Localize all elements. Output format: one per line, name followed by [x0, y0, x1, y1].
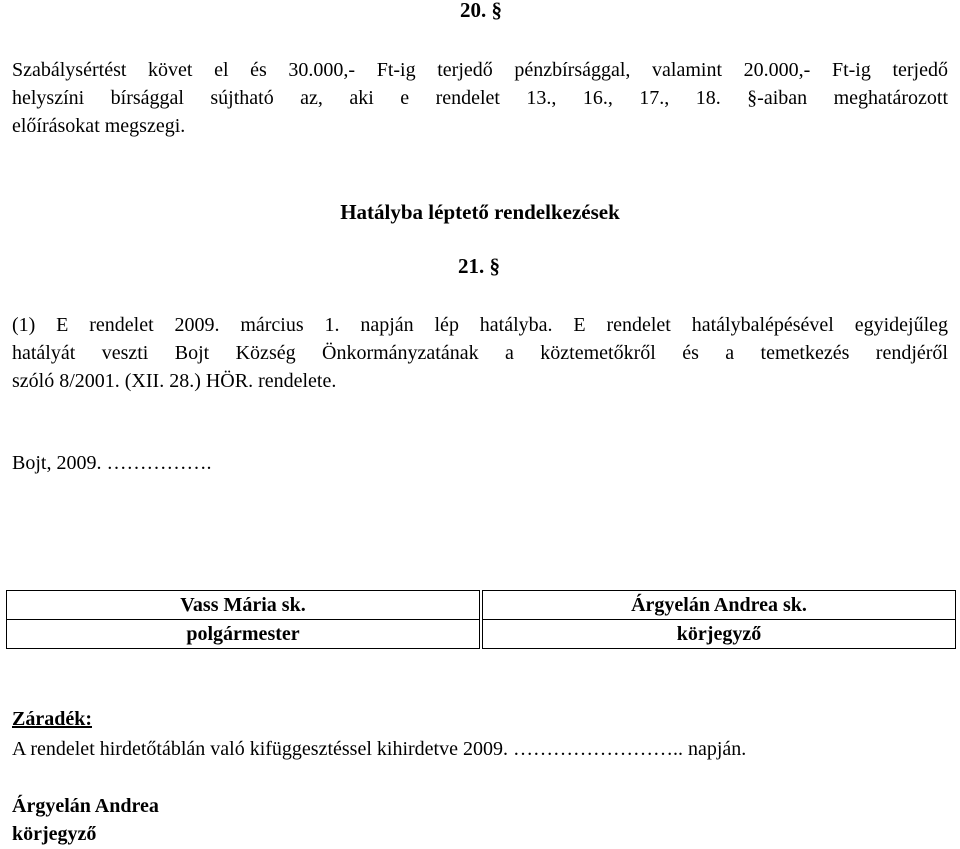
notary-title: körjegyző — [483, 620, 956, 649]
section-heading — [0, 200, 960, 225]
section-heading-text: Hatályba léptető rendelkezések — [340, 200, 620, 224]
mayor-name: Vass Mária sk. — [7, 591, 480, 620]
paragraph-1 — [12, 56, 948, 140]
mayor-title: polgármester — [7, 620, 480, 649]
paragraph-1-line: helyszíni bírsággal sújtható az, aki e rendelet 13., 16., 17., 18. §-aiban meghatározott — [12, 87, 948, 109]
section-20-number: 20. § — [460, 0, 502, 22]
paragraph-2 — [12, 311, 948, 395]
clause-text: A rendelet hirdetőtáblán való kifüggesztéssel kihirdetve 2009. …………………….. napján. — [12, 738, 747, 760]
section-21-number: 21. § — [458, 254, 500, 278]
paragraph-1-line: előírásokat megszegi. — [12, 115, 186, 137]
paragraph-2-line: szóló 8/2001. (XII. 28.) HÖR. rendelete. — [12, 370, 337, 392]
signer-title: körjegyző — [12, 823, 97, 845]
paragraph-2-line: hatályát veszti Bojt Község Önkormányzatának a köztemetőkről és a temetkezés rendjéről — [12, 342, 948, 364]
paragraph-2-line: (1) E rendelet 2009. március 1. napján lép hatályba. E rendelet hatálybalépésével egyidejűleg — [12, 314, 948, 336]
signer-name: Árgyelán Andrea — [12, 795, 159, 817]
signature-table — [6, 590, 956, 649]
clause-heading: Záradék: — [12, 708, 92, 730]
place-date: Bojt, 2009. ……………. — [12, 452, 212, 474]
paragraph-1-line: Szabálysértést követ el és 30.000,- Ft-ig terjedő pénzbírsággal, valamint 20.000,- Ft-ig terjedő — [12, 59, 948, 81]
notary-name: Árgyelán Andrea sk. — [483, 591, 956, 620]
